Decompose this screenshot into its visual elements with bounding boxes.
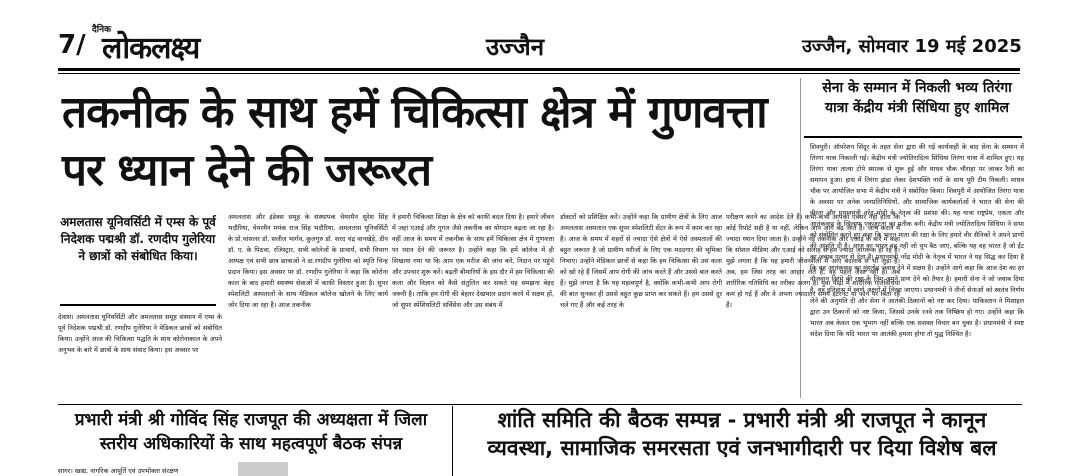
- side-headline: सेना के सम्मान में निकली भव्य तिरंगा यात्रा केंद्रीय मंत्री सिंधिया हुए शामिल: [822, 80, 1012, 116]
- main-headline: तकनीक के साथ हमें चिकित्सा क्षेत्र में गुणवत्ता पर ध्यान देने की जरूरत: [62, 87, 767, 196]
- edition-city: उज्जैन: [486, 33, 545, 61]
- story-column-2: अमलतास और इंडेक्स समूह के संस्थापक चेयरमैन सुरेश सिंह भदौरिया, चेयरमैन मयंक राज सिंह भदौरिया, अमलतास यूनिवर्सिटी के प्रो.चांसलर डॉ. सलील भार्गव, कुलगुरु डॉ. शरद चंद्र वानखेड़े, डीन डॉ. ए. के पिठवा, रजिस्ट्रार, सभी कॉलेजों के प्राचार्य, सभी विभाग अध्यक्ष एवं सभी छात्र छात्राओं ने डा.रणदीप गुलेरिया को स्मृति चिन्ह प्रदान किया। इस अवसर पर डॉ. रणदीप गुलेरिया ने कहा कि कोरोना काल के बाद हमारी स्वास्थ्य सेवाओं में काफी विस्तार हुआ है। सुपर स्पेशलिटी अस्पतालों के साथ मेडिकल कॉलेज खोलने के लिए कार्य जोर दिया जा रहा है। आज तकनीक: [228, 213, 388, 309]
- bottom-right-headline: शांति समिति की बैठक सम्पन्न - प्रभारी मंत्री श्री राजपूत ने कानून व्यवस्था, सामाजिक समरसता एवं जनभागीदारी पर दिया विशेष बल: [487, 408, 997, 460]
- bottom-left-headline: प्रभारी मंत्री श्री गोविंद सिंह राजपूत की अध्यक्षता में जिला स्तरीय अधिकारियों के साथ महत्वपूर्ण बैठक संपन्न: [74, 410, 428, 454]
- edition-date: उज्जैन, सोमवार 19 मई 2025: [802, 36, 1022, 57]
- story-column-1: देवास। अमलतास यूनिवर्सिटी और अमलतास समूह संस्थान में एम्स के पूर्व निदेशक पद्मश्री डॉ. रणदीप गुलेरिया ने मेडिकल छात्रों को संबोधित किया। उन्होंने आज की चिकित्सा पद्धति के साथ कोरोनाकाल के अपने अनुभव के बारे में छात्रों के साथ संवाद किया। इस अवसर पर: [58, 313, 222, 354]
- masthead: [0, 0, 1080, 72]
- story-column-3: ने हमारी चिकित्सा शिक्षा के क्षेत्र को काफी बदल दिया है। हमारे जीवन में जहां एआई और गूगल जैसे तकनीक का योगदान बढ़ता जा रहा है। वहीं आज के समय में तकनीक के साथ हमें चिकित्सा क्षेत्र में गुणवत्ता पर ध्यान देने की जरूरत है। उन्होंने कहा कि हमें कॉलेज में ही सिखाया गया था कि आप एक मरीज की जांच करें, निदान पर पहुंचे और उपचार शुरू करें। बढ़ती बीमारियों के इस दौर में हम चिकित्सा की कला और विज्ञान को कैसे संतुलित कर सकते यह समझना बेहद जरूरी है। ताकि हम रोगी की बेहतर देखभाल प्रदान करने में सक्षम हों, जो सुपर स्पेशियलिटी सर्विसेस और उस संबंध में: [392, 213, 554, 309]
- paper-logo: लोकलक्ष्य: [102, 31, 200, 66]
- bottom-divider: [452, 406, 453, 476]
- story-column-4: डॉक्टरों को प्रशिक्षित करें। उन्होंने कहा कि ग्रामीण क्षेत्रों के लिए आज अमलतास अस्पताल एक सुपर स्पेशलिटी सेंटर के रूप में काम कर रहा है। आज के समय में शहरों से ज्यादा ऐसे क्षेत्रों में ऐसे अस्पतालों की बहुत जरूरत है जो ग्रामीण मरीजों के लिए एक मददगार की भूमिका निभाए। उन्होंने मेडिकल छात्रों से कहा कि हम चिकित्सा की उस कला को खो रहे हैं जिसमें आप रोगी की जांच करते हैं और उससे बात करते हैं। मुझे लगता है कि यह महत्वपूर्ण है, क्योंकि कभी-कभी आप रोगी की बात सुनकर ही उससे बहुत कुछ प्राप्त कर सकते हैं। हम उससे दूर चले गए हैं और कई तरह के: [560, 213, 722, 309]
- side-story-body: शिवपुरी। ऑपरेशन सिंदूर के तहत सेना द्वारा की गई कार्यवाही के बाद सेना के सम्मान में तिरंगा यात्रा निकाली गई। केंद्रीय मंत्री ज्योतिरादित्य सिंधिया तिरंगा यात्रा में शामिल हुए। यह तिरंगा यात्रा तात्या टोपे स्मारक से शुरू हुई और माधव चौक चौराहा पर जाकर रैली का समापन हुआ। हाथ में तिरंगा झंडा लेकर देशभक्ति नारों के साथ पूरी टीम निकली। माधव चौक पर आयोजित सभा में केंद्रीय मंत्री ने संबोधित किया। शिवपुरी में आयोजित तिरंगा यात्रा के अवसर पर अनेक जनप्रतिनिधियों, और सामाजिक कार्यकर्ताओं ने भारत की सेना की वीरता और प्रधानमंत्री नरेंद्र मोदी के नेतृत्व की प्रशंसा की। यह यात्रा राष्ट्रप्रेम, एकता और आतंकवाद के खिलाफ एकजुटता का प्रतीक बनी। केंद्रीय मंत्री ज्योतिरादित्य सिंधिया ने सभा को संबोधित करते हुए कहा कि भारत माता की रक्षा के लिए हमारे वीर सैनिकों ने अपने प्राणों की आहुति दी है। आज का भारत वह नहीं जो चुप बैठ जाए, बल्कि यह वह भारत है जो ईंट का जवाब पत्थर से देता है। प्रधानमंत्री नरेंद्र मोदी के नेतृत्व में भारत ने यह सिद्ध कर दिया है कि वह आतंकवाद का मुंहतोड़ जवाब देने में सक्षम है। उन्होंने आगे कहा कि आज देश का हर नौजवान तिरंगे की रक्षा के लिए अपने प्राण देने को तैयार है। हमारी सेना ने जो जवाब दिया है, वह इतिहास में स्वर्ण अक्षरों में लिखा जाएगा। प्रधानमंत्री ने तीनों सेनाओं को स्वतंत्र निर्णय लेने की अनुमति दी और सेना ने आतंकी ठिकानों को नष्ट कर दिया। पाकिस्तान ने मिसाइल द्वारा उन ठिकानों को नष्ट किया, जिससे उनके रनवे तक निष्क्रिय हो गए। उन्होंने कहा कि भारत अब केवल एक भूभाग नहीं बल्कि एक सशक्त विचार बन चुका है। प्रधानमंत्री ने स्पष्ट संदेश दिया कि यदि भारत पर आतंकी हमला होगा तो युद्ध निश्चित है।: [810, 143, 1024, 338]
- story-column-5: परीक्षण करने का आदेश देते हैं। कभी-कभी आपको एक्सरे नहीं होता कि कोई रिपोर्ट सही है या नहीं, लेकिन आप आगे बढ़ जाते हैं। जांच कराने में ज्यादा ध्यान दिया जाता है। उन्होंने नई तकनीक और एआई के बारे में कहा कि सोशल मीडिया और एआई को सलाह से हम ज्यादा जागरूक हो रहे हैं। मुझे लगता है कि यह हमारी जीवनशैली में आए बदलाव से भी जुड़ा है। अब, हम जिस तरह का आहार लेते हैं, वह पहले जैसा नहीं है। अब शारीरिक गतिविधि का तरीका अलग है। युवा पीढ़ी में शारीरिक गतिविधियां कम हो गई हैं और वे अपना ज्यादातर समय इंटरनेट या फोन पर बिता रहे हैं।: [726, 213, 900, 309]
- news-photo: [238, 462, 288, 476]
- highlight-box: अमलतास यूनिवर्सिटी में एम्स के पूर्व निदेशक पद्मश्री डॉ. रणदीप गुलेरिया ने छात्रों को संबोधित किया।: [60, 214, 216, 306]
- bottom-left-body: सागर। खाद्य, नागरिक आपूर्ति एवं उपभोक्ता संरक्षण: [58, 467, 179, 475]
- section-rule: [58, 404, 1022, 405]
- paper-prefix: दैनिक: [92, 25, 112, 35]
- page-number: 7/: [58, 30, 86, 60]
- masthead-rule-thin: [58, 73, 1020, 74]
- masthead-rule: [58, 68, 1020, 71]
